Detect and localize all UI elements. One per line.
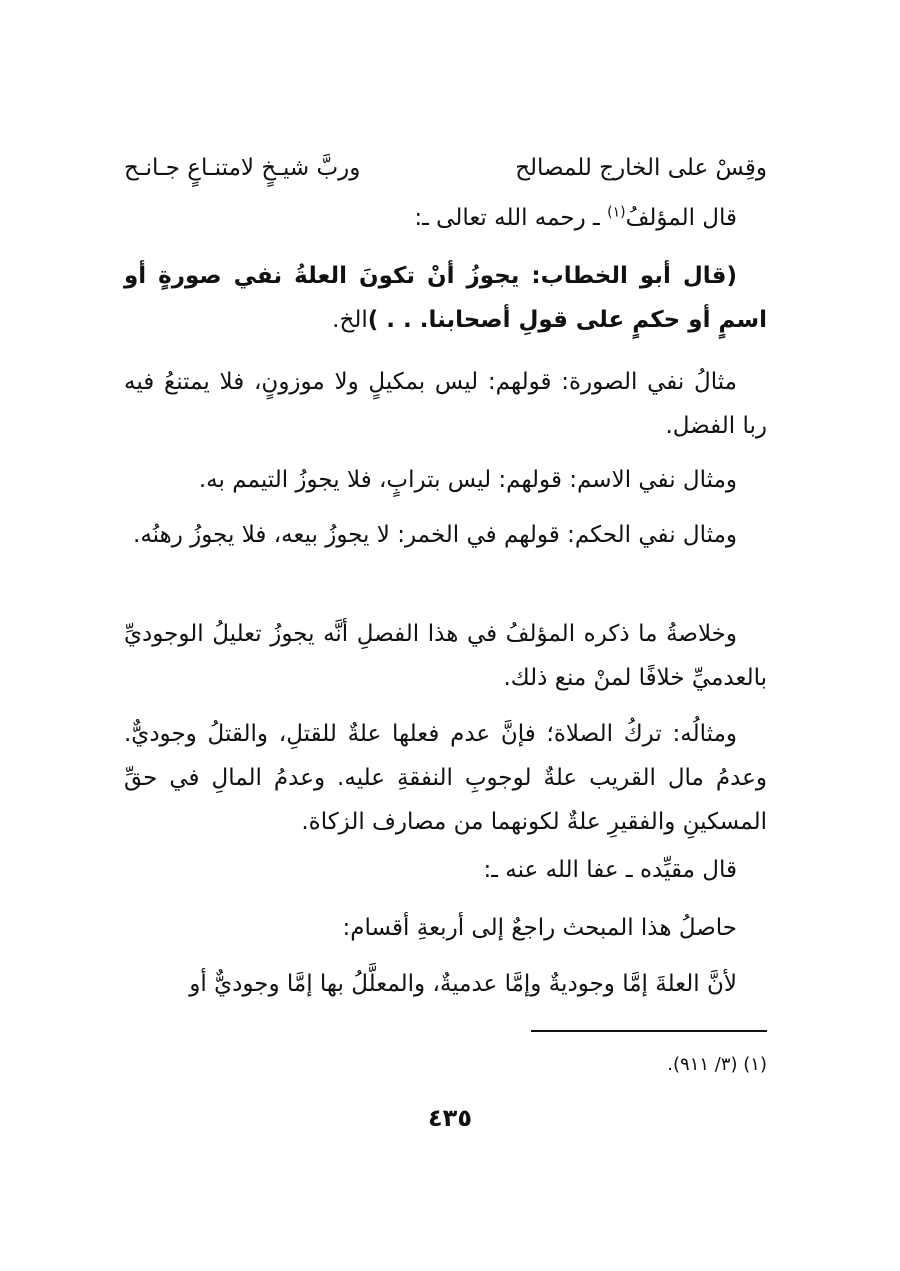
quoted-text-rest: الخ. xyxy=(332,307,368,333)
verse-first-hemistich: وقِسْ على الخارج للمصالح xyxy=(515,155,767,181)
paragraph-example: ومثالُه: تركُ الصلاة؛ فإنَّ عدم فعلها علةٌ للقتلِ، والقتلُ وجوديٌّ. وعدمُ مال القريب علةٌ لوجوبِ النفقةِ عليه. وعدمُ المالِ في حقِّ المسكينِ والفقيرِ علةٌ لكونهما من مصارف الزكاة. xyxy=(124,721,767,835)
verse-line xyxy=(124,146,767,190)
page-number: ٤٣٥ xyxy=(428,1104,472,1132)
footnote: (١) (٣/ ٩١١). xyxy=(667,1054,767,1075)
author-said-text: قال المؤلفُ xyxy=(625,205,737,231)
author-said-line xyxy=(124,196,767,240)
commentator-said-line: قال مقيِّده ـ عفا الله عنه ـ: xyxy=(483,857,737,883)
footnote-ref: (١) xyxy=(607,204,626,221)
quoted-text-bold: (قال أبو الخطاب: يجوزُ أنْ تكونَ العلةُ نفي صورةٍ أو اسمٍ أو حكمٍ على قولِ أصحابنا. . . ) xyxy=(124,263,767,333)
paragraph-name-negation: ومثال نفي الاسم: قولهم: ليس بترابٍ، فلا يجوزُ التيمم به. xyxy=(198,467,737,493)
quoted-text-paragraph xyxy=(124,254,767,342)
paragraph-ruling-negation: ومثال نفي الحكم: قولهم في الخمر: لا يجوزُ بيعه، فلا يجوزُ رهنُه. xyxy=(133,522,737,548)
paragraph-form-negation: مثالُ نفي الصورة: قولهم: ليس بمكيلٍ ولا موزونٍ، فلا يمتنعُ فيه ربا الفضل. xyxy=(124,369,767,439)
footnote-separator xyxy=(531,1030,767,1032)
paragraph-summary: وخلاصةُ ما ذكره المؤلفُ في هذا الفصلِ أنَّه يجوزُ تعليلُ الوجوديِّ بالعدميِّ خلافًا لمنْ منع ذلك. xyxy=(124,621,767,691)
paragraph-four-divisions: حاصلُ هذا المبحث راجعٌ إلى أربعةِ أقسام: xyxy=(342,915,737,941)
paragraph-cause-types: لأنَّ العلةَ إمَّا وجوديةٌ وإمَّا عدميةٌ، والمعلَّلُ بها إمَّا وجوديٌّ أو xyxy=(189,971,737,997)
author-said-suffix: ـ رحمه الله تعالى ـ: xyxy=(414,205,608,231)
verse-second-hemistich: وربَّ شيـخٍ لامتنـاعٍ جـانـح xyxy=(124,155,361,181)
